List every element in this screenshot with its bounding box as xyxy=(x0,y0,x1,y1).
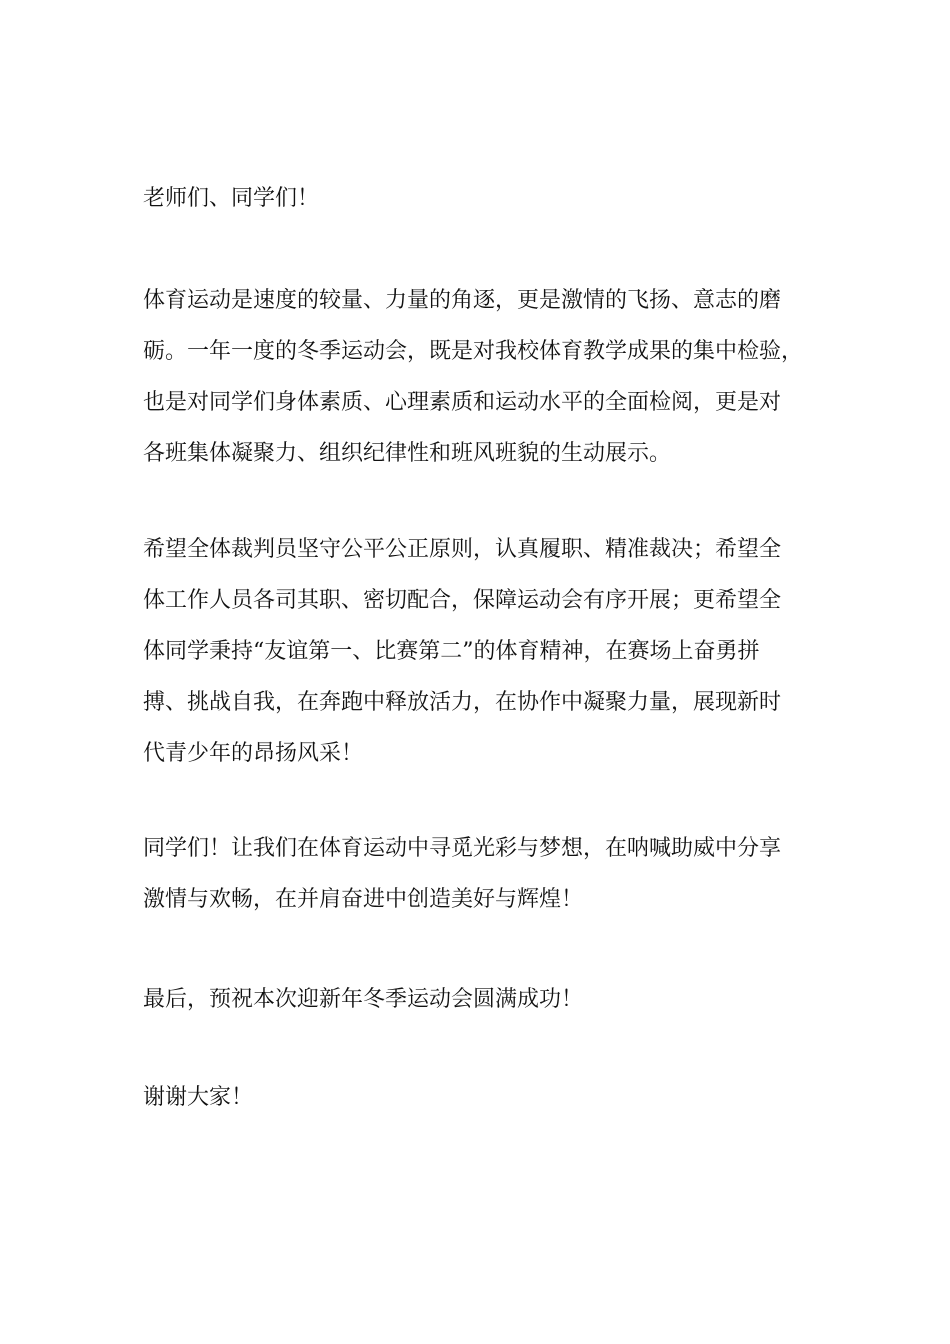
wish-text: 最后，预祝本次迎新年冬季运动会圆满成功！ xyxy=(143,987,584,1012)
paragraph-line: 砺。一年一度的冬季运动会，既是对我校体育教学成果的集中检验， xyxy=(143,339,804,364)
paragraph-line: 各班集体凝聚力、组织纪律性和班风班貌的生动展示。 xyxy=(143,441,672,466)
closing-line xyxy=(143,1072,833,1123)
closing-text: 谢谢大家！ xyxy=(143,1085,254,1110)
paragraph-line: 体工作人员各司其职、密切配合，保障运动会有序开展；更希望全 xyxy=(143,588,782,613)
paragraph-line: 代青少年的昂扬风采！ xyxy=(143,741,364,766)
paragraph-encouragement xyxy=(143,823,833,925)
paragraph-line: 也是对同学们身体素质、心理素质和运动水平的全面检阅，更是对 xyxy=(143,390,782,415)
greeting-text: 老师们、同学们！ xyxy=(143,186,320,211)
paragraph-wish xyxy=(143,974,833,1025)
paragraph-hopes xyxy=(143,524,833,779)
paragraph-line: 激情与欢畅，在并肩奋进中创造美好与辉煌！ xyxy=(143,887,584,912)
paragraph-line: 体育运动是速度的较量、力量的角逐，更是激情的飞扬、意志的磨 xyxy=(143,288,782,313)
paragraph-line: 同学们！让我们在体育运动中寻觅光彩与梦想，在呐喊助威中分享 xyxy=(143,836,782,861)
paragraph-line: 搏、挑战自我，在奔跑中释放活力，在协作中凝聚力量，展现新时 xyxy=(143,690,782,715)
paragraph-sports-meaning xyxy=(143,275,833,479)
paragraph-line: 体同学秉持“友谊第一、比赛第二”的体育精神，在赛场上奋勇拼 xyxy=(143,639,760,664)
paragraph-line: 希望全体裁判员坚守公平公正原则，认真履职、精准裁决；希望全 xyxy=(143,537,782,562)
greeting-line xyxy=(143,173,833,224)
